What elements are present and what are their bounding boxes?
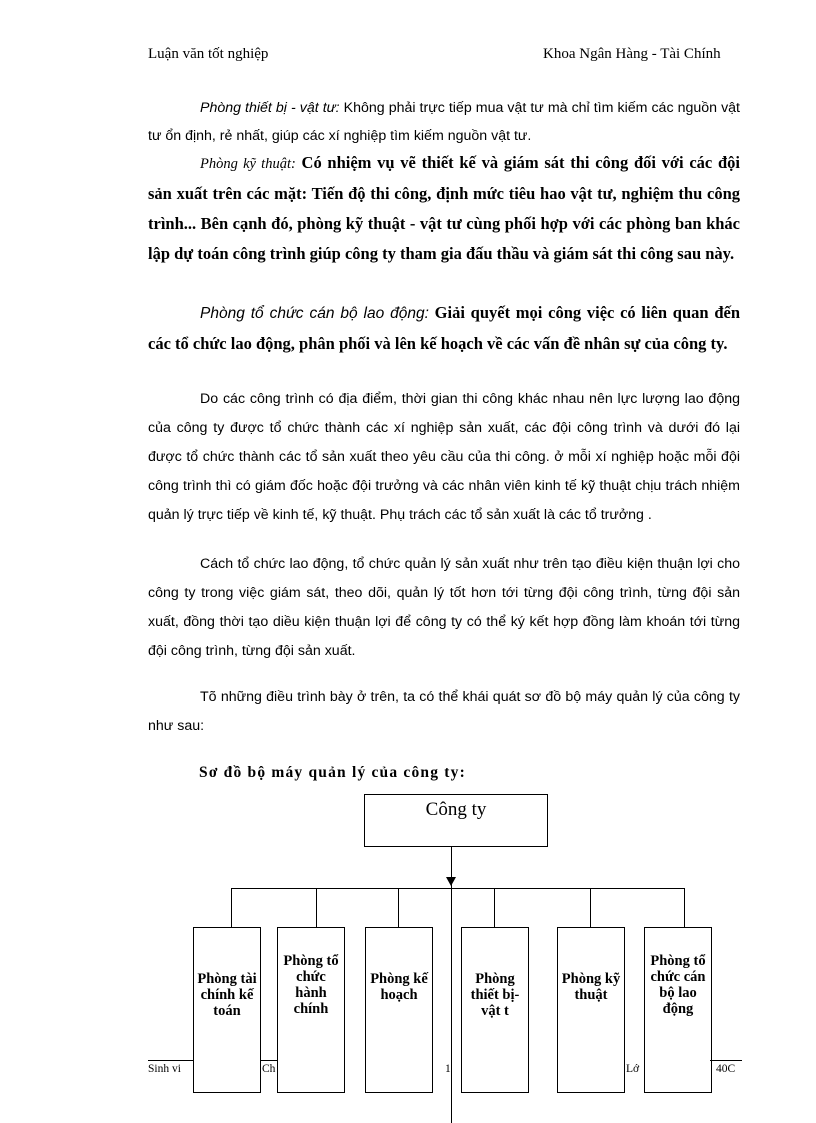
dept-equipment-label: Phòng thiết bị- vật t bbox=[470, 971, 520, 1019]
dept-technical-box bbox=[557, 927, 625, 1093]
paragraph-technical bbox=[148, 148, 740, 269]
dept-personnel-label: Phòng tổ chức cán bộ lao động bbox=[650, 953, 706, 1017]
drop-line bbox=[494, 888, 495, 927]
personnel-text: Giải quyết mọi công việc có liên quan đến các tổ chức lao động, phân phối và lên kế hoạch về các vấn đề nhân sự của công ty. bbox=[148, 303, 741, 353]
dept-personnel-box bbox=[644, 927, 712, 1093]
company-box bbox=[364, 794, 548, 847]
page-number: 1 bbox=[445, 1063, 451, 1075]
equipment-text: Không phải trực tiếp mua vật tư mà chỉ tìm kiếm các nguồn vật tư ổn định, rẻ nhất, giúp các xí nghiệp tìm kiếm nguồn vật tư. bbox=[148, 100, 740, 144]
paragraph-organization: Do các công trình có địa điểm, thời gian thi công khác nhau nên lực lượng lao động của công ty được tổ chức thành các xí nghiệp sản xuất, các đội công trình và dưới đó lại được tổ chức thành các tổ sản xuất theo yêu cầu của thi công. ở mỗi xí nghiệp hoặc mỗi đội công trình thì có giám đốc hoặc đội trưởng và các nhân viên kinh tế kỹ thuật chịu trách nhiệm quản lý trực tiếp về kinh tế, kỹ thuật. Phụ trách các tổ sản xuất là các tổ trưởng . bbox=[148, 391, 740, 523]
header-left: Luận văn tốt nghiệp bbox=[148, 46, 269, 62]
dept-admin-box bbox=[277, 927, 345, 1093]
drop-line bbox=[590, 888, 591, 927]
personnel-lead: Phòng tổ chức cán bộ lao động: bbox=[200, 305, 429, 322]
technical-lead: Phòng kỹ thuật: bbox=[200, 156, 296, 172]
branch-bar bbox=[231, 888, 684, 889]
company-label: Công ty bbox=[425, 799, 487, 820]
header-right: Khoa Ngân Hàng - Tài Chính bbox=[543, 46, 721, 62]
drop-line bbox=[398, 888, 399, 927]
dept-admin-label: Phòng tổ chức hành chính bbox=[283, 953, 339, 1017]
drop-line bbox=[231, 888, 232, 927]
footer-rule bbox=[710, 1060, 742, 1061]
drop-line bbox=[316, 888, 317, 927]
footer-rule bbox=[260, 1060, 278, 1061]
dept-planning-label: Phòng kế hoạch bbox=[370, 971, 428, 1003]
diagram-title: Sơ đồ bộ máy quản lý của công ty: bbox=[199, 764, 466, 781]
paragraph-personnel bbox=[148, 298, 740, 359]
equipment-lead: Phòng thiết bị - vật tư: bbox=[200, 100, 340, 116]
trunk-line bbox=[451, 845, 452, 1123]
dept-technical-label: Phòng kỹ thuật bbox=[561, 971, 621, 1003]
paragraph-management: Cách tổ chức lao động, tổ chức quản lý sản xuất như trên tạo điều kiện thuận lợi cho công ty trong việc giám sát, theo dõi, quản lý tốt hơn tới từng đội công trình, từng đội sản xuất, đồng thời tạo diều kiện thuận lợi để công ty có thể ký kết hợp đồng làm khoán tới từng đội công trình, từng đội sản xuất. bbox=[148, 556, 740, 659]
drop-line bbox=[684, 888, 685, 927]
footer-name-fragment: Ch bbox=[262, 1063, 276, 1075]
technical-text: Có nhiệm vụ vẽ thiết kế và giám sát thi công đối với các đội sản xuất trên các mặt: Tiến độ thi công, định mức tiêu hao vật tư, nghiệm thu công trình... Bên cạnh đó, phòng kỹ thuật - vật tư cùng phối hợp với các phòng ban khác lập dự toán công trình giúp công ty tham gia đấu thầu và giám sát thi công sau này. bbox=[148, 153, 740, 263]
paragraph-equipment bbox=[148, 94, 740, 150]
trunk-arrowhead bbox=[446, 877, 456, 886]
footer-student: Sinh vi bbox=[148, 1063, 181, 1075]
footer-class-fragment: Lớ bbox=[626, 1063, 640, 1075]
dept-equipment-box bbox=[461, 927, 529, 1093]
footer-class-code: 40C bbox=[716, 1063, 736, 1075]
dept-finance-label: Phòng tài chính kế toán bbox=[197, 971, 257, 1019]
dept-planning-box bbox=[365, 927, 433, 1093]
dept-finance-box bbox=[193, 927, 261, 1093]
paragraph-summary: Tõ những điều trình bày ở trên, ta có thể khái quát sơ đồ bộ máy quản lý của công ty như sau: bbox=[148, 689, 740, 734]
footer-rule bbox=[148, 1060, 193, 1061]
